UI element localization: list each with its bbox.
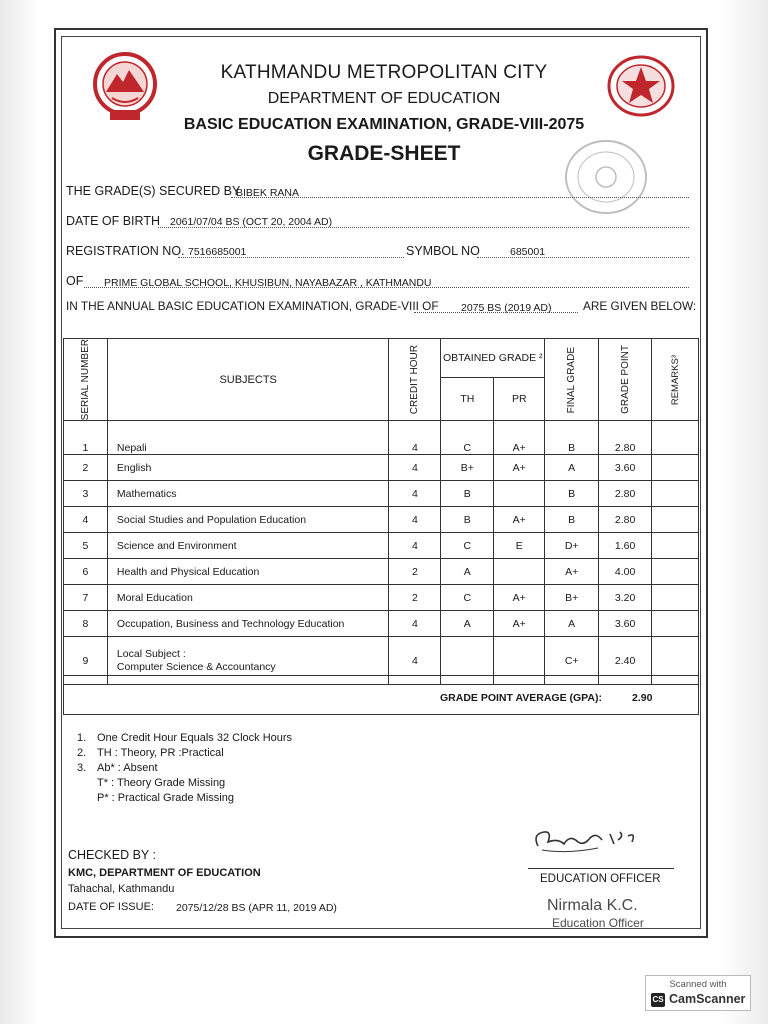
note-subitem: P* : Practical Grade Missing bbox=[97, 792, 234, 804]
cell-final: B bbox=[545, 507, 599, 533]
cell-subject: Science and Environment bbox=[107, 533, 389, 559]
dotted-line bbox=[231, 197, 689, 198]
table-row bbox=[64, 507, 699, 533]
page-title: GRADE-SHEET bbox=[307, 142, 461, 165]
table-row bbox=[64, 559, 699, 585]
cell-pr: A+ bbox=[494, 611, 545, 637]
subjects-header: SUBJECTS bbox=[107, 339, 389, 421]
cell-subject: Health and Physical Education bbox=[107, 559, 389, 585]
cell-sn: 3 bbox=[64, 481, 108, 507]
cell-pr: A+ bbox=[494, 455, 545, 481]
department-title: DEPARTMENT OF EDUCATION bbox=[267, 90, 501, 107]
cell-pr: A+ bbox=[494, 421, 545, 455]
officer-name: Nirmala K.C. bbox=[547, 897, 638, 914]
cell-credit: 2 bbox=[389, 559, 441, 585]
cell-gp: 2.40 bbox=[599, 637, 652, 685]
cell-gp: 2.80 bbox=[599, 421, 652, 455]
cell-credit: 4 bbox=[389, 421, 441, 455]
grades-table bbox=[63, 338, 699, 685]
cell-sn: 4 bbox=[64, 507, 108, 533]
cell-final: B bbox=[545, 421, 599, 455]
cell-gp: 4.00 bbox=[599, 559, 652, 585]
cell-gp: 1.60 bbox=[599, 533, 652, 559]
credit-header: CREDIT HOUR bbox=[389, 339, 441, 421]
school-value: PRIME GLOBAL SCHOOL, KHUSIBUN, NAYABAZAR , KATHMANDU bbox=[104, 277, 432, 289]
serial-header: SERIAL NUMBER bbox=[64, 339, 108, 421]
cell-credit: 4 bbox=[389, 455, 441, 481]
dob-label: DATE OF BIRTH bbox=[66, 214, 160, 228]
given-below: ARE GIVEN BELOW: bbox=[583, 299, 697, 313]
dob-value: 2061/07/04 BS (OCT 20, 2004 AD) bbox=[170, 216, 333, 228]
signature-line bbox=[528, 868, 674, 869]
cell-subject: Moral Education bbox=[107, 585, 389, 611]
cell-gp: 3.20 bbox=[599, 585, 652, 611]
cell-pr bbox=[494, 559, 545, 585]
gpa-label: GRADE POINT AVERAGE (GPA): bbox=[440, 692, 602, 704]
student-name: BIBEK RANA bbox=[236, 187, 300, 199]
cell-th: B bbox=[441, 507, 494, 533]
symbol-label: SYMBOL NO bbox=[406, 244, 480, 258]
kmc-logo-icon bbox=[92, 48, 158, 124]
gpa-row bbox=[63, 675, 699, 715]
issue-date: 2075/12/28 BS (APR 11, 2019 AD) bbox=[176, 902, 337, 914]
obtained-header: OBTAINED GRADE ² bbox=[441, 339, 545, 378]
point-header: GRADE POINT bbox=[599, 339, 652, 421]
cell-sn: 6 bbox=[64, 559, 108, 585]
cell-remarks bbox=[652, 611, 699, 637]
note-item: 1. One Credit Hour Equals 32 Clock Hours bbox=[77, 732, 293, 744]
cell-subject: Social Studies and Population Education bbox=[107, 507, 389, 533]
reg-value: 7516685001 bbox=[188, 246, 247, 258]
grades-label: THE GRADE(S) SECURED BY bbox=[66, 184, 241, 198]
cell-credit: 2 bbox=[389, 585, 441, 611]
kmc-dept: KMC, DEPARTMENT OF EDUCATION bbox=[68, 867, 261, 879]
table-row bbox=[64, 421, 699, 455]
cell-final: C+ bbox=[545, 637, 599, 685]
cell-sn: 2 bbox=[64, 455, 108, 481]
of-label: OF bbox=[66, 274, 84, 288]
local-subject-name: Computer Science & Accountancy bbox=[116, 660, 276, 673]
cell-th: C bbox=[441, 585, 494, 611]
cell-remarks bbox=[652, 421, 699, 455]
cell-remarks bbox=[652, 533, 699, 559]
cell-final: D+ bbox=[545, 533, 599, 559]
dotted-line bbox=[477, 257, 689, 258]
cell-sn: 1 bbox=[64, 421, 108, 455]
officer-title: Education Officer bbox=[552, 916, 644, 930]
cell-subject: Occupation, Business and Technology Education bbox=[107, 611, 389, 637]
cell-subject: English bbox=[107, 455, 389, 481]
local-subject-label: Local Subject : bbox=[116, 647, 186, 660]
cell-sn: 8 bbox=[64, 611, 108, 637]
table-row bbox=[64, 481, 699, 507]
reg-label: REGISTRATION NO. bbox=[66, 244, 185, 258]
cell-gp: 3.60 bbox=[599, 611, 652, 637]
camscanner-badge bbox=[645, 975, 751, 1011]
cell-credit: 4 bbox=[389, 637, 441, 685]
cell-subject: Nepali bbox=[107, 421, 389, 455]
table-row bbox=[64, 585, 699, 611]
cell-remarks bbox=[652, 481, 699, 507]
cell-final: A+ bbox=[545, 559, 599, 585]
cell-th: A bbox=[441, 559, 494, 585]
cell-pr: A+ bbox=[494, 507, 545, 533]
cell-credit: 4 bbox=[389, 481, 441, 507]
cell-final: A bbox=[545, 611, 599, 637]
location: Tahachal, Kathmandu bbox=[68, 883, 175, 895]
cell-gp: 2.80 bbox=[599, 507, 652, 533]
cell-remarks bbox=[652, 585, 699, 611]
issue-label: DATE OF ISSUE: bbox=[68, 901, 154, 913]
cell-subject: Mathematics bbox=[107, 481, 389, 507]
cell-remarks bbox=[652, 507, 699, 533]
exam-line-label: IN THE ANNUAL BASIC EDUCATION EXAMINATION, GRADE-VIII OF bbox=[66, 299, 439, 313]
remarks-header: REMARKS³ bbox=[652, 339, 699, 421]
cell-th: B bbox=[441, 481, 494, 507]
pr-header: PR bbox=[494, 378, 545, 421]
cell-remarks bbox=[652, 559, 699, 585]
symbol-value: 685001 bbox=[510, 246, 546, 258]
cell-th: A bbox=[441, 611, 494, 637]
cell-th: B+ bbox=[441, 455, 494, 481]
table-header-row bbox=[64, 339, 699, 378]
cell-sn: 7 bbox=[64, 585, 108, 611]
exam-year-value: 2075 BS (2019 AD) bbox=[461, 302, 552, 314]
note-subitem: T* : Theory Grade Missing bbox=[97, 777, 226, 789]
officer-label: EDUCATION OFFICER bbox=[540, 873, 661, 885]
cell-sn: 9 bbox=[64, 637, 108, 685]
cell-pr: A+ bbox=[494, 585, 545, 611]
city-title: KATHMANDU METROPOLITAN CITY bbox=[220, 62, 548, 83]
cell-final: B bbox=[545, 481, 599, 507]
cell-credit: 4 bbox=[389, 611, 441, 637]
camscanner-brand: CamScanner bbox=[669, 992, 746, 1006]
notes-list bbox=[77, 731, 292, 806]
camscanner-icon: CS bbox=[651, 993, 665, 1007]
table-row bbox=[64, 533, 699, 559]
cell-credit: 4 bbox=[389, 507, 441, 533]
cell-gp: 2.80 bbox=[599, 481, 652, 507]
cell-pr bbox=[494, 481, 545, 507]
cell-credit: 4 bbox=[389, 533, 441, 559]
cell-th: C bbox=[441, 421, 494, 455]
exam-title: BASIC EDUCATION EXAMINATION, GRADE-VIII-2075 bbox=[183, 116, 585, 133]
table-row bbox=[64, 611, 699, 637]
cell-final: B+ bbox=[545, 585, 599, 611]
gpa-value: 2.90 bbox=[632, 692, 653, 704]
cell-sn: 5 bbox=[64, 533, 108, 559]
note-item: 3. Ab* : Absent bbox=[77, 762, 158, 774]
signature-icon bbox=[528, 820, 648, 860]
table-row bbox=[64, 455, 699, 481]
note-item: 2. TH : Theory, PR :Practical bbox=[77, 747, 224, 759]
scanned-with: Scanned with bbox=[669, 979, 727, 990]
th-header: TH bbox=[441, 378, 494, 421]
cell-gp: 3.60 bbox=[599, 455, 652, 481]
cell-pr: E bbox=[494, 533, 545, 559]
cell-th: C bbox=[441, 533, 494, 559]
cell-final: A bbox=[545, 455, 599, 481]
final-header: FINAL GRADE bbox=[545, 339, 599, 421]
cell-remarks bbox=[652, 455, 699, 481]
checked-by: CHECKED BY : bbox=[68, 848, 156, 862]
